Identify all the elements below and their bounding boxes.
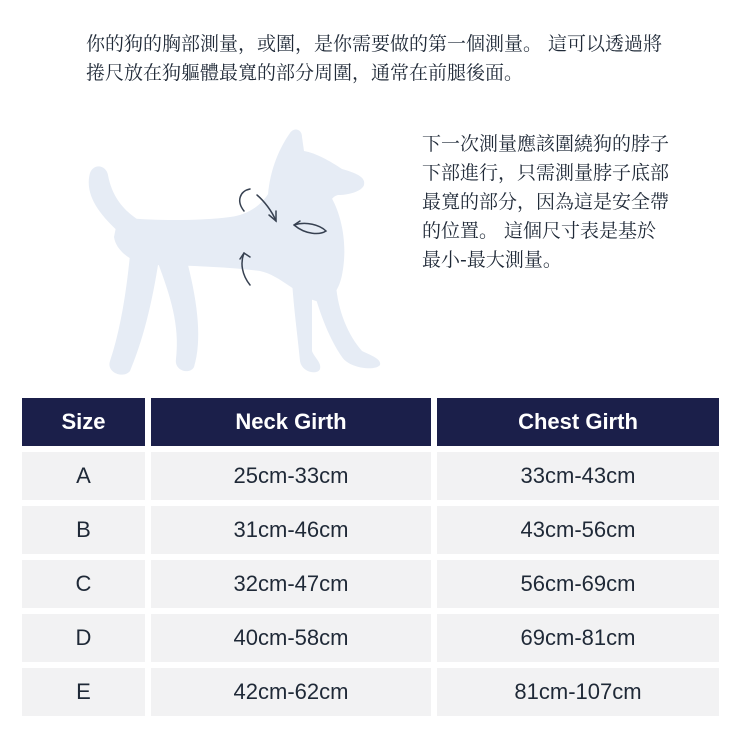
table-row: [22, 614, 719, 662]
size-cell: D: [22, 614, 145, 662]
neck-measurement-note: 下一次測量應該圍繞狗的脖子下部進行，只需測量脖子底部最寬的部分，因為這是安全帶的位置。 這個尺寸表是基於最小-最大測量。: [422, 133, 670, 271]
size-cell: C: [22, 560, 145, 608]
dog-silhouette-icon: [80, 125, 400, 387]
table-row: [22, 506, 719, 554]
size-cell: E: [22, 668, 145, 716]
neck-girth-cell: 40cm-58cm: [151, 614, 431, 662]
chest-girth-cell: 81cm-107cm: [437, 668, 719, 716]
table-row: [22, 668, 719, 716]
table-row: [22, 452, 719, 500]
chest-measurement-instructions: 你的狗的胸部測量，或圍，是你需要做的第一個測量。 這可以透過將捲尺放在狗軀體最寬的部分周圍，通常在前腿後面。: [86, 33, 663, 84]
size-cell: B: [22, 506, 145, 554]
header-size: Size: [22, 398, 145, 446]
size-cell: A: [22, 452, 145, 500]
neck-girth-cell: 31cm-46cm: [151, 506, 431, 554]
neck-girth-cell: 25cm-33cm: [151, 452, 431, 500]
chest-girth-cell: 69cm-81cm: [437, 614, 719, 662]
neck-girth-cell: 42cm-62cm: [151, 668, 431, 716]
size-chart-table: [16, 392, 725, 722]
header-chest-girth: Chest Girth: [437, 398, 719, 446]
chest-girth-cell: 43cm-56cm: [437, 506, 719, 554]
header-neck-girth: Neck Girth: [151, 398, 431, 446]
table-row: [22, 560, 719, 608]
table-header-row: [22, 398, 719, 446]
chest-girth-cell: 56cm-69cm: [437, 560, 719, 608]
chest-girth-cell: 33cm-43cm: [437, 452, 719, 500]
neck-girth-cell: 32cm-47cm: [151, 560, 431, 608]
